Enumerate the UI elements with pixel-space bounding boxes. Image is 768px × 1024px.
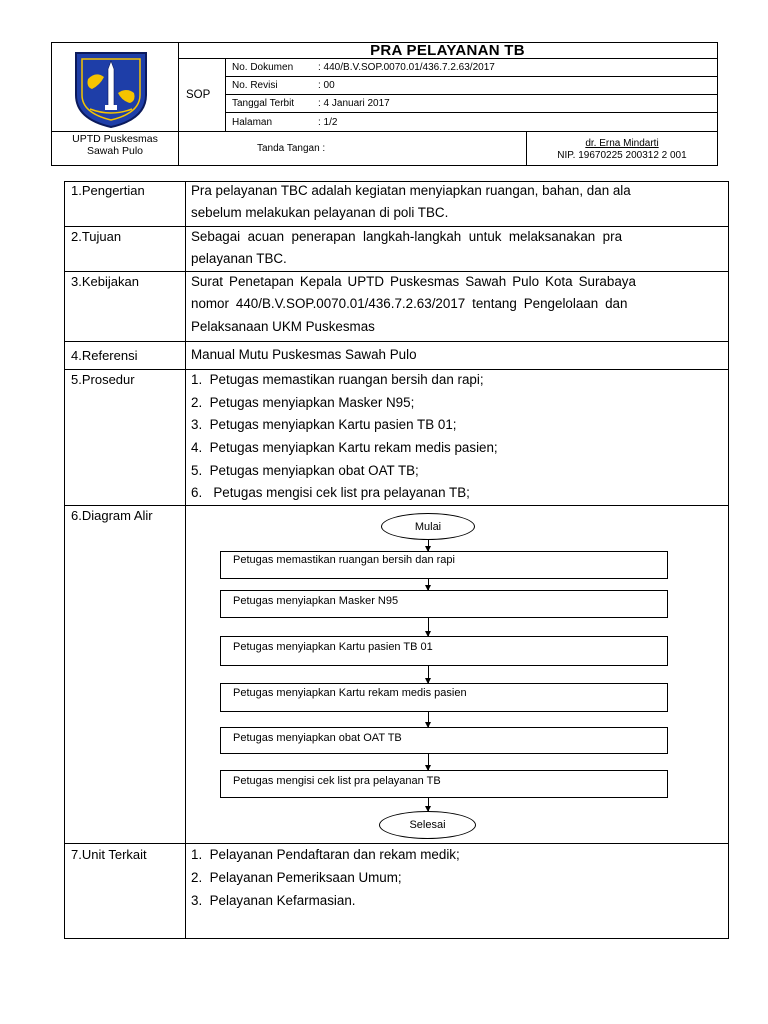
- unit-item-3: 3. Pelayanan Kefarmasian.: [191, 893, 356, 908]
- section-label-unit-terkait: 7.Unit Terkait: [71, 847, 147, 862]
- sop-label: SOP: [186, 89, 211, 101]
- flow-arrow-5: [428, 712, 429, 727]
- signer-name: dr. Erna Mindarti: [585, 138, 659, 149]
- municipal-seal-logo: [72, 49, 150, 129]
- document-header: [51, 42, 718, 166]
- section-label-tujuan: 2.Tujuan: [71, 229, 122, 244]
- prosedur-item-3: 3. Petugas menyiapkan Kartu pasien TB 01;: [191, 417, 457, 432]
- pengertian-line-1: Pra pelayanan TBC adalah kegiatan menyiapkan ruangan, bahan, dan ala: [191, 183, 631, 198]
- pengertian-line-2: sebelum melakukan pelayanan di poli TBC.: [191, 205, 449, 220]
- org-name-line-1: UPTD Puskesmas: [72, 133, 158, 145]
- flow-arrow-6: [428, 754, 429, 770]
- flow-arrow-4: [428, 666, 429, 683]
- page-title: PRA PELAYANAN TB: [370, 42, 525, 59]
- unit-item-1: 1. Pelayanan Pendaftaran dan rekam medik;: [191, 847, 460, 862]
- tujuan-line-2: pelayanan TBC.: [191, 251, 287, 266]
- sop-content-table: [64, 181, 729, 939]
- flow-step-4: Petugas menyiapkan Kartu rekam medis pasien: [220, 683, 668, 712]
- org-name-line-2: Sawah Pulo: [86, 145, 144, 157]
- revision-label: No. Revisi: [232, 80, 278, 91]
- flow-step-2: Petugas menyiapkan Masker N95: [220, 590, 668, 618]
- kebijakan-line-3: Pelaksanaan UKM Puskesmas: [191, 319, 375, 334]
- flow-step-3: Petugas menyiapkan Kartu pasien TB 01: [220, 636, 668, 666]
- section-label-prosedur: 5.Prosedur: [71, 372, 135, 387]
- prosedur-item-5: 5. Petugas menyiapkan obat OAT TB;: [191, 463, 419, 478]
- signature-label: Tanda Tangan :: [257, 143, 326, 154]
- flow-step-6: Petugas mengisi cek list pra pelayanan TB: [220, 770, 668, 798]
- flow-step-5: Petugas menyiapkan obat OAT TB: [220, 727, 668, 754]
- flow-start-oval: [381, 513, 475, 540]
- kebijakan-line-1: Surat Penetapan Kepala UPTD Puskesmas Sawah Pulo Kota Surabaya: [191, 274, 636, 289]
- section-label-kebijakan: 3.Kebijakan: [71, 274, 139, 289]
- flow-arrow-1: [428, 540, 429, 551]
- page-label: Halaman: [232, 117, 273, 128]
- prosedur-item-2: 2. Petugas menyiapkan Masker N95;: [191, 395, 415, 410]
- revision-value: : 00: [318, 80, 335, 91]
- prosedur-item-4: 4. Petugas menyiapkan Kartu rekam medis pasien;: [191, 440, 498, 455]
- section-label-diagram: 6.Diagram Alir: [71, 508, 153, 523]
- section-label-referensi: 4.Referensi: [71, 348, 138, 363]
- issue-date-label: Tanggal Terbit: [232, 98, 295, 109]
- doc-number-label: No. Dokumen: [232, 62, 294, 73]
- flow-end-oval: [379, 811, 476, 839]
- prosedur-item-6: 6. Petugas mengisi cek list pra pelayanan TB;: [191, 485, 470, 500]
- kebijakan-line-2: nomor 440/B.V.SOP.0070.01/436.7.2.63/2017 tentang Pengelolaan dan: [191, 296, 628, 311]
- prosedur-item-1: 1. Petugas memastikan ruangan bersih dan rapi;: [191, 372, 484, 387]
- page-value: : 1/2: [318, 117, 338, 128]
- flow-start-label: Mulai: [414, 520, 442, 533]
- issue-date-value: : 4 Januari 2017: [318, 98, 390, 109]
- referensi-text: Manual Mutu Puskesmas Sawah Pulo: [191, 347, 417, 362]
- doc-number-value: : 440/B.V.SOP.0070.01/436.7.2.63/2017: [318, 62, 495, 73]
- unit-item-2: 2. Pelayanan Pemeriksaan Umum;: [191, 870, 402, 885]
- tujuan-line-1: Sebagai acuan penerapan langkah-langkah untuk melaksanakan pra: [191, 229, 623, 244]
- flow-step-1: Petugas memastikan ruangan bersih dan rapi: [220, 551, 668, 579]
- flow-end-label: Selesai: [409, 819, 446, 831]
- flow-arrow-3: [428, 618, 429, 636]
- signer-nip: NIP. 19670225 200312 2 001: [557, 150, 687, 161]
- flow-arrow-7: [428, 798, 429, 811]
- section-label-pengertian: 1.Pengertian: [71, 183, 145, 198]
- flow-arrow-2: [428, 579, 429, 590]
